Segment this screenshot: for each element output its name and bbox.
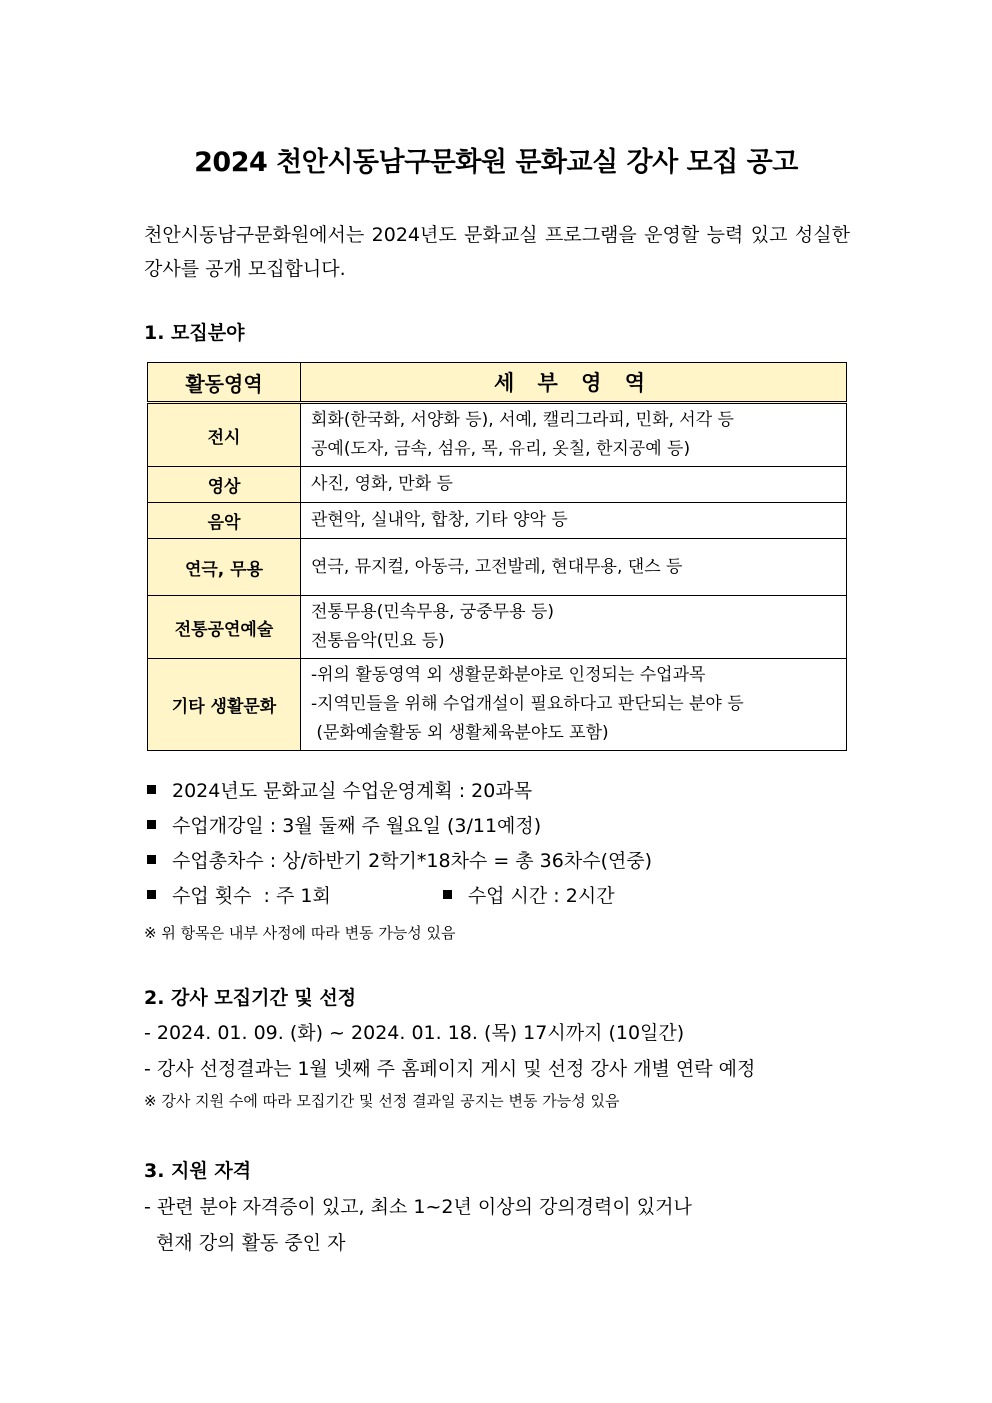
- header-activity-area: 활동영역: [148, 363, 301, 403]
- section3-line: - 관련 분야 자격증이 있고, 최소 1~2년 이상의 강의경력이 있거나: [144, 1196, 692, 1218]
- section3-heading: 3. 지원 자격: [144, 1160, 252, 1182]
- list-item: 수업총차수 : 상/하반기 2학기*18차수 = 총 36차수(연중): [147, 846, 652, 881]
- detail-line: 전통음악(민요 등): [311, 631, 445, 651]
- detail-line: 전통무용(민속무용, 궁중무용 등): [311, 602, 554, 622]
- section3-line: 현재 강의 활동 중인 자: [144, 1232, 346, 1254]
- detail-cell: [301, 503, 847, 539]
- square-bullet-icon: [147, 785, 156, 794]
- square-bullet-icon: [147, 855, 156, 864]
- area-cell: 전통공연예술: [148, 596, 301, 659]
- area-cell: 영상: [148, 467, 301, 503]
- table-row: [148, 659, 847, 751]
- square-bullet-icon: [147, 890, 156, 899]
- detail-cell: [301, 659, 847, 751]
- list-item: 수업개강일 : 3월 둘째 주 월요일 (3/11예정): [147, 811, 652, 846]
- list-item: 2024년도 문화교실 수업운영계획 : 20과목: [147, 776, 652, 811]
- detail-line: 회화(한국화, 서양화 등), 서예, 캘리그라피, 민화, 서각 등: [311, 410, 734, 430]
- detail-cell: [301, 403, 847, 467]
- table-row: [148, 503, 847, 539]
- detail-cell: [301, 467, 847, 503]
- detail-cell: [301, 596, 847, 659]
- square-bullet-icon: [147, 820, 156, 829]
- section1-heading: 1. 모집분야: [144, 322, 245, 344]
- section2-line: - 강사 선정결과는 1월 넷째 주 홈페이지 게시 및 선정 강사 개별 연락 예정: [144, 1058, 756, 1080]
- detail-line: -지역민들을 위해 수업개설이 필요하다고 판단되는 분야 등: [311, 694, 744, 714]
- table-header-row: [148, 363, 847, 403]
- area-cell: 음악: [148, 503, 301, 539]
- list-item: 수업 횟수 : 주 1회 수업 시간 : 2시간: [147, 881, 652, 916]
- detail-line: (문화예술활동 외 생활체육분야도 포함): [311, 723, 609, 743]
- area-cell: 연극, 무용: [148, 539, 301, 596]
- square-bullet-icon: [443, 890, 452, 899]
- section1-note: ※ 위 항목은 내부 사정에 따라 변동 가능성 있음: [144, 924, 456, 942]
- recruitment-fields-table: [147, 362, 847, 751]
- table-row: [148, 539, 847, 596]
- table-row: [148, 403, 847, 467]
- detail-cell: [301, 539, 847, 596]
- section2-note: ※ 강사 지원 수에 따라 모집기간 및 선정 결과일 공지는 변동 가능성 있음: [144, 1092, 620, 1110]
- intro-paragraph: 천안시동남구문화원에서는 2024년도 문화교실 프로그램을 운영할 능력 있고 성실한 강사를 공개 모집합니다.: [144, 224, 850, 280]
- detail-line: 연극, 뮤지컬, 아동극, 고전발레, 현대무용, 댄스 등: [311, 556, 683, 577]
- detail-line: 공예(도자, 금속, 섬유, 목, 유리, 옷칠, 한지공예 등): [311, 439, 691, 459]
- detail-line: 사진, 영화, 만화 등: [311, 474, 453, 494]
- detail-line: 관현악, 실내악, 합창, 기타 양악 등: [311, 510, 568, 530]
- area-cell: 기타 생활문화: [148, 659, 301, 751]
- table-row: [148, 596, 847, 659]
- detail-line: -위의 활동영역 외 생활문화분야로 인정되는 수업과목: [311, 665, 706, 685]
- bullet-list: [147, 776, 652, 916]
- section2-heading: 2. 강사 모집기간 및 선정: [144, 987, 357, 1009]
- area-cell: 전시: [148, 403, 301, 467]
- table-row: [148, 467, 847, 503]
- header-detail-area: 세 부 영 역: [301, 363, 847, 403]
- section2-line: - 2024. 01. 09. (화) ~ 2024. 01. 18. (목) 17시까지 (10일간): [144, 1022, 685, 1044]
- page-title: 2024 천안시동남구문화원 문화교실 강사 모집 공고: [194, 147, 798, 178]
